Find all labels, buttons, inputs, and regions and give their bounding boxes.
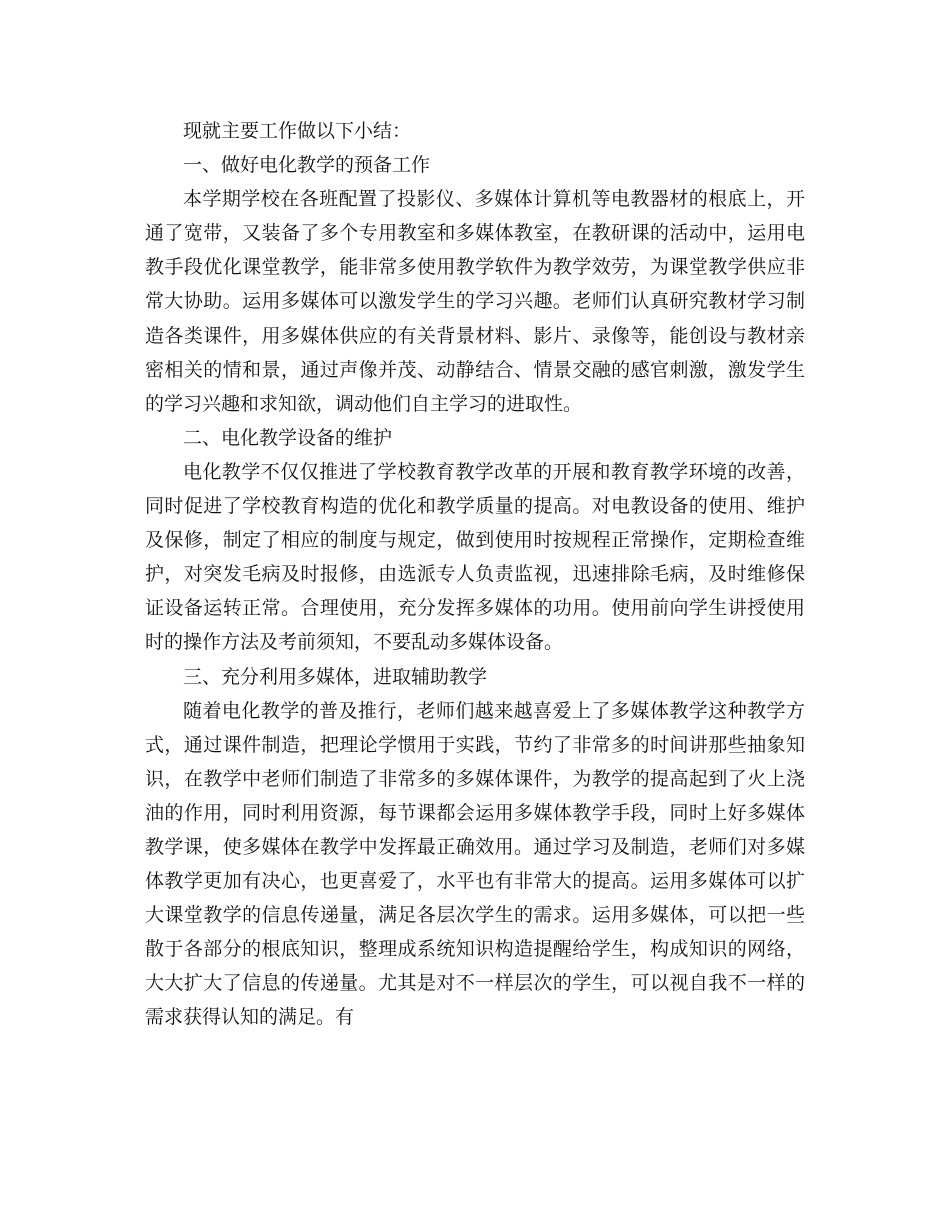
section-heading-2: 二、电化教学设备的维护 [183, 426, 393, 449]
section-body-2: 电化教学不仅仅推进了学校教育教学改革的开展和教育教学环境的改善，同时促进了学校教育构造的优化和教学质量的提高。对电教设备的使用、维护及保修，制定了相应的制度与规定，做到使用时按规程正常操作，定期检查维护，对突发毛病及时报修，由选派专人负责监视，迅速排除毛病，及时维修保证设备运转正常。合理使用，充分发挥多媒体的功用。使用前向学生讲授使用时的操作方法及考前须知，不要乱动多媒体设备。 [145, 460, 805, 654]
intro-paragraph: 现就主要工作做以下小结： [183, 120, 412, 142]
section-heading-1: 一、做好电化教学的预备工作 [183, 154, 431, 177]
section-body-1: 本学期学校在各班配置了投影仪、多媒体计算机等电教器材的根底上，开通了宽带，又装备了多个专用教室和多媒体教室，在教研课的活动中，运用电教手段优化课堂教学，能非常多使用教学软件为教学效劳，为课堂教学供应非常大协助。运用多媒体可以激发学生的学习兴趣。老师们认真研究教材学习制造各类课件，用多媒体供应的有关背景材料、影片、录像等，能创设与教材亲密相关的情和景，通过声像并茂、动静结合、情景交融的感官刺激，激发学生的学习兴趣和求知欲，调动他们自主学习的进取性。 [145, 188, 805, 415]
section-heading-3: 三、充分利用多媒体，进取辅助教学 [183, 665, 488, 688]
section-body-3: 随着电化教学的普及推行，老师们越来越喜爱上了多媒体教学这种教学方式，通过课件制造，把理论学惯用于实践，节约了非常多的时间讲那些抽象知识，在教学中老师们制造了非常多的多媒体课件，为教学的提高起到了火上浇油的作用，同时利用资源，每节课都会运用多媒体教学手段，同时上好多媒体教学课，使多媒体在教学中发挥最正确效用。通过学习及制造，老师们对多媒体教学更加有决心，也更喜爱了，水平也有非常大的提高。运用多媒体可以扩大课堂教学的信息传递量，满足各层次学生的需求。运用多媒体，可以把一些散于各部分的根底知识，整理成系统知识构造提醒给学生，构成知识的网络，大大扩大了信息的传递量。尤其是对不一样层次的学生，可以视自我不一样的需求获得认知的满足。有 [145, 699, 805, 1029]
document-page [145, 114, 805, 1035]
